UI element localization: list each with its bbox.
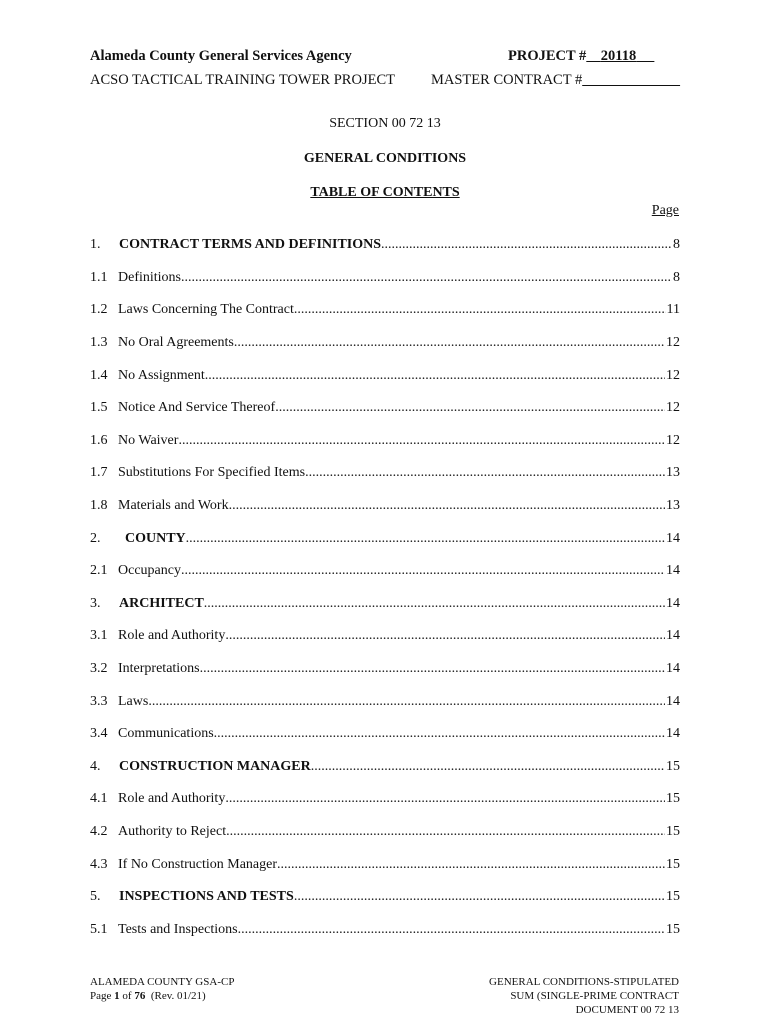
toc-entry-number: 2.1 xyxy=(90,563,108,579)
toc-entry-number: 1.1 xyxy=(90,269,108,285)
toc-entry xyxy=(90,555,680,588)
toc-entry xyxy=(90,359,680,392)
toc-entry-label: Laws xyxy=(118,693,149,709)
footer-page-info: Page 1 of 76 (Rev. 01/21) xyxy=(90,990,206,1002)
footer-left xyxy=(90,975,234,1003)
toc-entry-number: 1.6 xyxy=(90,432,108,448)
master-contract-label: MASTER CONTRACT # xyxy=(431,72,583,88)
toc-entry xyxy=(90,229,680,262)
toc-entry-number: 4.3 xyxy=(90,856,108,872)
toc-entry-number: 3.3 xyxy=(90,693,108,709)
toc-leader-dots xyxy=(238,922,665,938)
document-title: GENERAL CONDITIONS xyxy=(303,151,467,166)
footer-agency: ALAMEDA COUNTY GSA-CP xyxy=(90,976,235,988)
toc-entry xyxy=(90,751,680,784)
toc-leader-dots xyxy=(205,368,665,384)
toc-entry-number: 4.2 xyxy=(90,823,108,839)
toc-entry-label: Communications xyxy=(118,726,214,742)
toc-entry-label: No Waiver xyxy=(118,432,179,448)
toc-entry xyxy=(90,913,680,946)
toc-entry-page: 12 xyxy=(666,400,680,416)
project-label: PROJECT # xyxy=(508,48,587,64)
toc-entry xyxy=(90,262,680,295)
toc-entry xyxy=(90,783,680,816)
toc-entry xyxy=(90,457,680,490)
toc-entry-label: COUNTY xyxy=(125,530,186,546)
toc-entry-page: 8 xyxy=(673,269,680,285)
toc-entry-page: 15 xyxy=(666,823,680,839)
toc-leader-dots xyxy=(178,433,665,449)
toc-entry xyxy=(90,718,680,751)
toc-entry xyxy=(90,392,680,425)
agency-name: Alameda County General Services Agency xyxy=(90,48,352,64)
toc-entry-page: 14 xyxy=(666,530,680,546)
toc-entry-page: 14 xyxy=(666,595,680,611)
toc-entry-label: No Oral Agreements xyxy=(118,335,234,351)
toc-entry xyxy=(90,620,680,653)
toc-leader-dots xyxy=(311,759,665,775)
toc-entry-number: 2. xyxy=(90,530,101,546)
toc-entry-label: Occupancy xyxy=(118,563,181,579)
toc-entry-label: CONTRACT TERMS AND DEFINITIONS xyxy=(119,237,382,253)
toc-entry-page: 12 xyxy=(666,432,680,448)
toc-entry xyxy=(90,848,680,881)
toc-entry xyxy=(90,294,680,327)
toc-leader-dots xyxy=(225,628,665,644)
toc-leader-dots xyxy=(148,694,665,710)
toc-entry-label: Materials and Work xyxy=(118,498,229,514)
toc-leader-dots xyxy=(381,237,672,253)
toc-entry-label: Notice And Service Thereof xyxy=(118,400,276,416)
toc-leader-dots xyxy=(294,889,665,905)
toc-entry xyxy=(90,816,680,849)
toc-leader-dots xyxy=(186,531,665,547)
toc-leader-dots xyxy=(234,335,665,351)
toc-entry-page: 12 xyxy=(666,367,680,383)
toc-entry-page: 15 xyxy=(666,758,680,774)
toc-entry-label: ARCHITECT xyxy=(119,595,204,611)
toc-leader-dots xyxy=(226,824,665,840)
toc-leader-dots xyxy=(204,596,665,612)
toc-entry-number: 1.5 xyxy=(90,400,108,416)
toc-entry-number: 5. xyxy=(90,889,101,905)
toc-leader-dots xyxy=(181,270,672,286)
toc-entry-label: Substitutions For Specified Items xyxy=(118,465,306,481)
toc-entry-page: 15 xyxy=(666,921,680,937)
toc-entry-number: 3.2 xyxy=(90,661,108,677)
toc-leader-dots xyxy=(200,661,665,677)
toc-leader-dots xyxy=(181,563,665,579)
toc-entry-number: 4. xyxy=(90,758,101,774)
toc-entry-label: Definitions xyxy=(118,269,181,285)
toc-entry-number: 3.1 xyxy=(90,628,108,644)
toc-entry-page: 15 xyxy=(666,791,680,807)
toc-entry xyxy=(90,327,680,360)
project-number-line xyxy=(508,48,654,65)
toc-entry-label: No Assignment xyxy=(118,367,205,383)
toc-entry xyxy=(90,653,680,686)
toc-entry-page: 13 xyxy=(666,498,680,514)
toc-entry xyxy=(90,425,680,458)
footer-doc-line1: GENERAL CONDITIONS-STIPULATED xyxy=(489,976,679,988)
page-column-label: Page xyxy=(651,203,679,218)
toc-entry-page: 14 xyxy=(666,628,680,644)
toc-leader-dots xyxy=(275,400,665,416)
toc-entry-label: Laws Concerning The Contract xyxy=(118,302,294,318)
toc-entry-label: Role and Authority xyxy=(118,628,226,644)
toc-entry-number: 3.4 xyxy=(90,726,108,742)
toc-entry-number: 3. xyxy=(90,595,101,611)
toc-entry-page: 15 xyxy=(666,856,680,872)
project-name: ACSO TACTICAL TRAINING TOWER PROJECT xyxy=(90,72,395,88)
toc-entry-page: 14 xyxy=(666,563,680,579)
toc-entry-number: 1.8 xyxy=(90,498,108,514)
toc-entry-page: 15 xyxy=(666,889,680,905)
toc-entry-label: Role and Authority xyxy=(118,791,226,807)
toc-entry-label: INSPECTIONS AND TESTS xyxy=(119,889,294,905)
toc-entry-page: 14 xyxy=(666,661,680,677)
toc-entry-page: 8 xyxy=(673,237,680,253)
footer-doc-line3: DOCUMENT 00 72 13 xyxy=(575,1004,679,1016)
toc-leader-dots xyxy=(225,791,665,807)
section-number: SECTION 00 72 13 xyxy=(329,116,441,131)
toc-leader-dots xyxy=(214,726,665,742)
toc-entry-page: 11 xyxy=(666,302,680,318)
toc-entry-number: 4.1 xyxy=(90,791,108,807)
footer-doc-line2: SUM (SINGLE-PRIME CONTRACT xyxy=(510,990,679,1002)
toc-entry xyxy=(90,490,680,523)
toc-entry-label: CONSTRUCTION MANAGER xyxy=(119,758,311,774)
toc-entry-number: 1.2 xyxy=(90,302,108,318)
toc-entry xyxy=(90,588,680,621)
toc-entry-page: 13 xyxy=(666,465,680,481)
toc-entry-label: Interpretations xyxy=(118,661,200,677)
toc-entry-number: 1.7 xyxy=(90,465,108,481)
toc-entry-page: 14 xyxy=(666,693,680,709)
toc-title: TABLE OF CONTENTS xyxy=(310,185,460,200)
toc-entry-page: 12 xyxy=(666,335,680,351)
toc-entry-label: If No Construction Manager xyxy=(118,856,278,872)
table-of-contents xyxy=(90,229,680,946)
toc-leader-dots xyxy=(229,498,665,514)
master-contract-line xyxy=(431,72,680,89)
toc-entry-number: 5.1 xyxy=(90,921,108,937)
toc-entry xyxy=(90,522,680,555)
toc-entry-label: Tests and Inspections xyxy=(118,921,238,937)
toc-entry-page: 14 xyxy=(666,726,680,742)
toc-leader-dots xyxy=(305,465,665,481)
toc-entry-number: 1. xyxy=(90,237,101,253)
footer-right xyxy=(489,975,679,1017)
toc-leader-dots xyxy=(294,302,666,318)
master-contract-blank xyxy=(582,72,680,88)
project-number: 20118 xyxy=(600,48,637,64)
toc-entry xyxy=(90,685,680,718)
toc-entry xyxy=(90,881,680,914)
toc-leader-dots xyxy=(277,857,665,873)
toc-entry-label: Authority to Reject xyxy=(118,823,227,839)
toc-entry-number: 1.4 xyxy=(90,367,108,383)
toc-entry-number: 1.3 xyxy=(90,335,108,351)
